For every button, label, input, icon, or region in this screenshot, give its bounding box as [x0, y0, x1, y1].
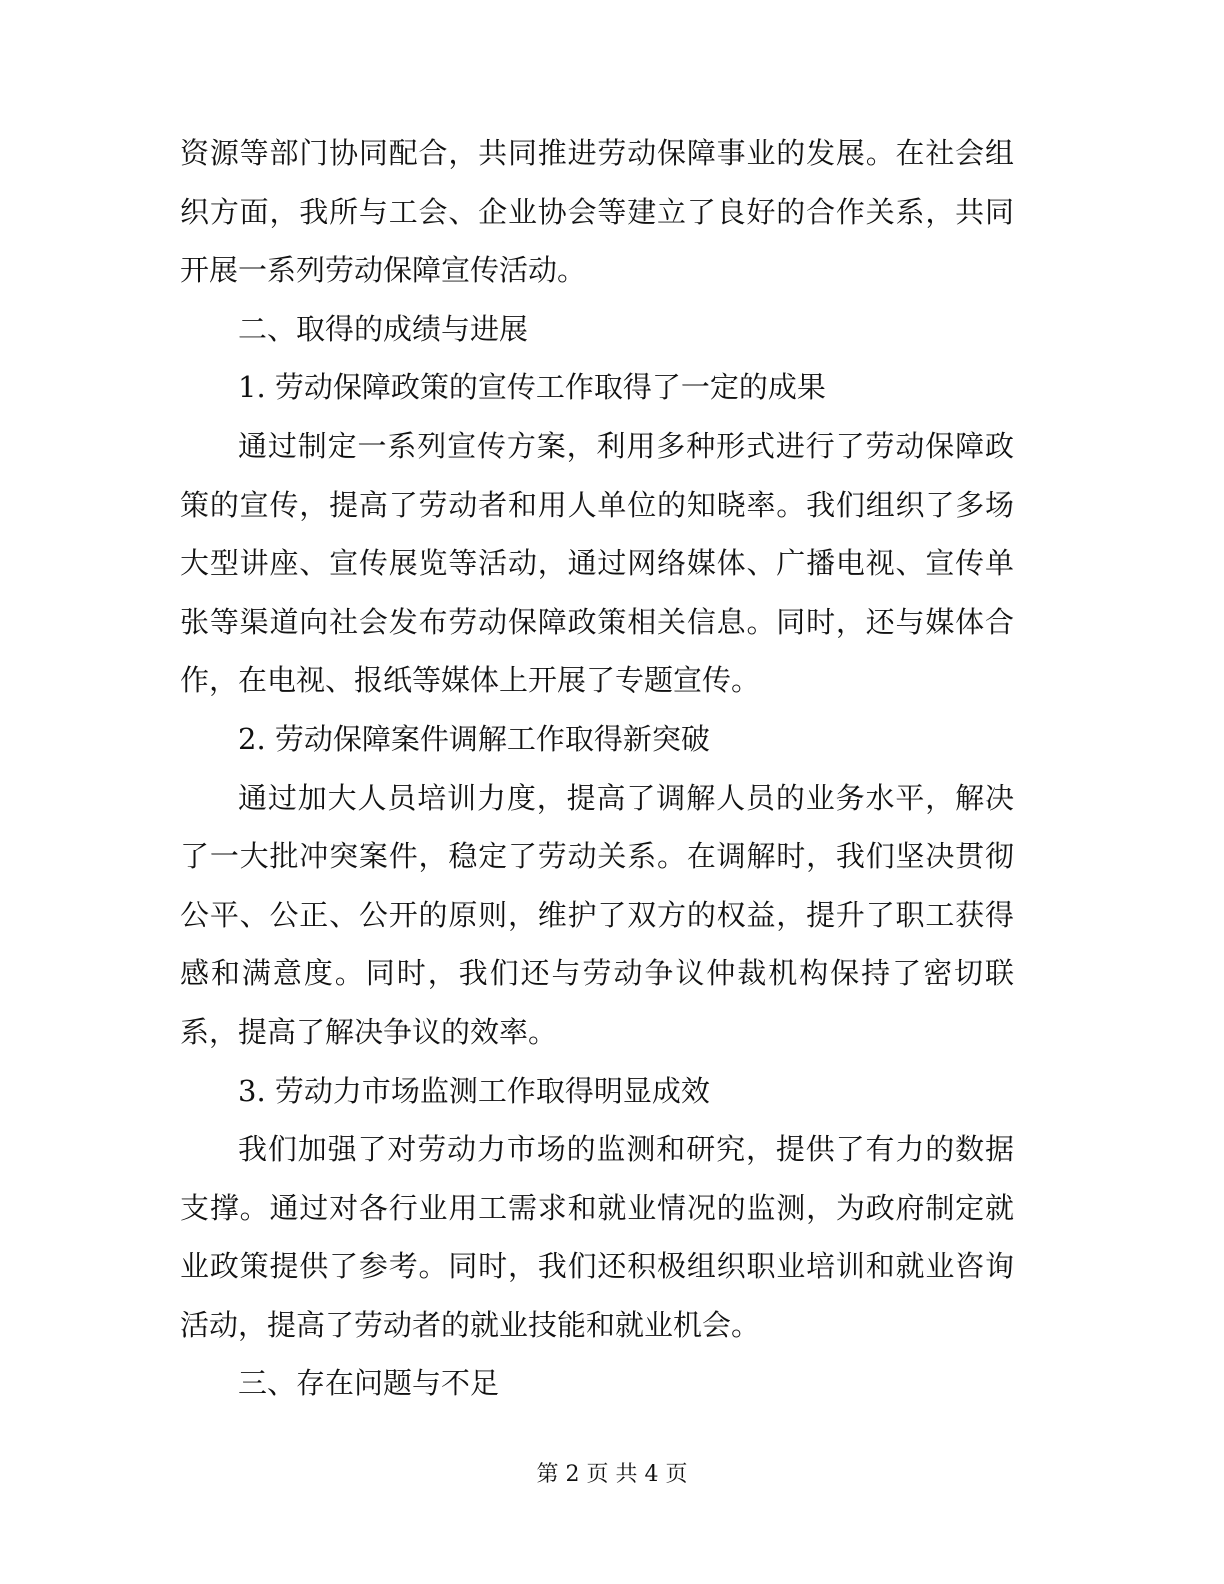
section-heading: 三、存在问题与不足: [238, 1366, 500, 1401]
subsection-heading: 1. 劳动保障政策的宣传工作取得了一定的成果: [238, 370, 826, 405]
paragraph-line: 了一大批冲突案件，稳定了劳动关系。在调解时，我们坚决贯彻: [180, 839, 1014, 874]
paragraph-line: 通过制定一系列宣传方案，利用多种形式进行了劳动保障政: [238, 428, 1014, 463]
paragraph-line: 感和满意度。同时，我们还与劳动争议仲裁机构保持了密切联: [180, 956, 1014, 991]
paragraph-line: 作，在电视、报纸等媒体上开展了专题宣传。: [180, 663, 761, 698]
paragraph-line: 开展一系列劳动保障宣传活动。: [180, 253, 587, 288]
paragraph-line: 业政策提供了参考。同时，我们还积极组织职业培训和就业咨询: [180, 1249, 1014, 1284]
paragraph-line: 资源等部门协同配合，共同推进劳动保障事业的发展。在社会组: [180, 136, 1014, 170]
paragraph-line: 织方面，我所与工会、企业协会等建立了良好的合作关系，共同: [180, 194, 1014, 229]
paragraph-line: 我们加强了对劳动力市场的监测和研究，提供了有力的数据: [238, 1132, 1014, 1167]
paragraph-line: 大型讲座、宣传展览等活动，通过网络媒体、广播电视、宣传单: [180, 546, 1014, 581]
paragraph-line: 支撑。通过对各行业用工需求和就业情况的监测，为政府制定就: [180, 1190, 1014, 1225]
document-body: [180, 124, 1014, 1413]
paragraph-line: 张等渠道向社会发布劳动保障政策相关信息。同时，还与媒体合: [180, 604, 1014, 639]
section-heading: 二、取得的成绩与进展: [238, 311, 529, 346]
subsection-heading: 2. 劳动保障案件调解工作取得新突破: [238, 721, 710, 756]
paragraph-line: 公平、公正、公开的原则，维护了双方的权益，提升了职工获得: [180, 897, 1014, 932]
subsection-heading: 3. 劳动力市场监测工作取得明显成效: [238, 1073, 710, 1108]
paragraph-line: 通过加大人员培训力度，提高了调解人员的业务水平，解决: [238, 780, 1014, 815]
paragraph-line: 策的宣传，提高了劳动者和用人单位的知晓率。我们组织了多场: [180, 487, 1014, 522]
paragraph-line: 系，提高了解决争议的效率。: [180, 1014, 558, 1049]
page-number: 第 2 页 共 4 页: [536, 1462, 688, 1487]
paragraph-line: 活动，提高了劳动者的就业技能和就业机会。: [180, 1307, 761, 1342]
